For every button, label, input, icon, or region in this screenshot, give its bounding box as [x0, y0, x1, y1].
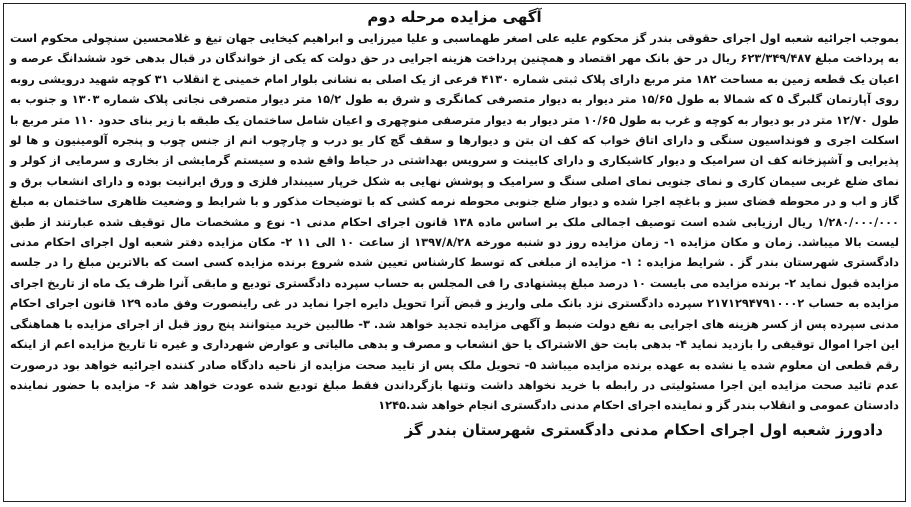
notice-signature: دادورز شعبه اول اجرای احکام مدنی دادگستری شهرستان بندر گز — [404, 420, 883, 439]
notice-title: آگهی مزایده مرحله دوم — [367, 8, 542, 26]
auction-notice — [3, 3, 906, 502]
notice-body: بموجب اجرائیه شعبه اول اجرای حقوقی بندر گز محکوم علیه علی اصغر طهماسبی و علیا میرزایی و ابراهیم کیخایی جهان تیغ و غلامحسین سنچولی محکوم است به پرداخت مبلغ ۶۲۳/۳۴۹/۴۸۷ ریال در حق بانک مهر اقتصاد و همچنین پرداخت هزینه اجرایی در حق دولت که یکی از خواندگان در قبال بدهی خود ششدانگ عرصه و اعیان یک قطعه زمین به مساحت ۱۸۲ متر مربع دارای پلاک ثبتی شماره ۴۱۳۰ فرعی از یک اصلی به نشانی بلوار امام خمینی خ انقلاب ۳۱ کوچه شهید درویشی روبه روی آپارتمان گلبرگ ۵ که شمالا به طول ۱۵/۶۵ متر دیوار به دیوار متصرفی کمانگری و شرق به طول ۱۵/۲ متر دیوار متصرفی نجاتی پلاک شماره ۱۳۰۳ و جنوب به طول ۱۲/۷۰ متر در بو دیوار به کوچه و غرب به طول ۱۰/۶۵ متر دیوار به دیوار مترصفی منوچهری و اعیان شامل ساختمان یک طبقه با زیر بنای حدود ۱۱۰ متر مربع با اسکلت اجری و فونداسیون سنگی و دارای اتاق خواب که کف ان بتن و دیوارها و سقف گچ کار یو درب و چارچوب انم از جنس چوب و پنجره آلومینیون و ها لو پذیرایی و آشپزخانه کف ان سرامیک و دیوار کاشیکاری و دارای کابینت و سرویس بهداشتی در حیاط واقع شده و سیستم گرمایشی از بخاری و سرمایی از کولر و نمای ضلع غربی سیمان کاری و نمای جنوبی نمای اصلی سنگ و سرامیک و پوشش نهایی به شکل خرپار سیبندار فلزی و ورق ایرانیت بوده و دارای انشعاب برق و گاز و اب و در محوطه فضای سبز و باغچه اجرا شده و دیوار ضلع جنوبی محوطه نرمه کشی که با توضیحات مذکور و با شرایط و وضعیت ظاهری ساختمان به مبلغ ۱/۲۸۰/۰۰۰/۰۰۰ ریال ارزیابی شده است توصیف اجمالی ملک بر اساس ماده ۱۳۸ قانون اجرای احکام مدنی ۱- نوع و مشخصات مال توقیف شده عبارتند از طبق لیست بالا میباشد. زمان و مکان مزایده ۱- زمان مزایده روز دو شنبه مورخه ۱۳۹۷/۸/۲۸ از ساعت ۱۰ الی ۱۱ ۲- مکان مزایده دفتر شعبه اول اجرای احکام مدنی دادگستری شهرستان بندر گز . شرایط مزایده : ۱- مزایده از مبلغی که توسط کارشناس تعیین شده شروع برنده مزایده کسی است که بالاترین مبلغ را در جلسه مزایده قبول نماید ۲- برنده مزایده می بایست ۱۰ درصد مبلغ پیشنهادی را فی المجلس به حساب سپرده دادگستری تودیع و مابقی آنرا ظرف یک ماه از تاریخ اجرای مزایده به حساب ۲۱۷۱۲۹۴۷۹۱۰۰۰۲ سپرده دادگستری نزد بانک ملی واریز و قبض آنرا تحویل دایره اجرا نماید در غی راینصورت وفق ماده ۱۲۹ قانون اجرای احکام مدنی سپرده پس از کسر هزینه های اجرایی به نفع دولت ضبط و آگهی مزایده تجدید خواهد شد. ۳- طالبین خرید میتوانند پنج روز قبل از اجرای مزایده با هماهنگی این اجرا اموال توقیفی را بازدید نماید ۴- بدهی بابت حق الاشتراک یا حق انشعاب و مصرف و بدهی مالیاتی و عوارض شهرداری و غیره تا تاریخ مزایده اعم از اینکه رقم قطعی ان معلوم شده یا نشده به عهده برنده مزایده میباشد ۵- تحویل ملک پس از تایید صحت مزایده از ناحیه دادگاه صادر کننده اجرائیه خواهد بود درصورت عدم تائید صحت مزایده این اجرا مسئولیتی در رابطه با خرید نخواهد داشت وتنها بازگرداندن فقط مبلغ تودیع شده عودت خواهد شد ۶- مزایده با حضور نماینده دادستان عمومی و انقلاب بندر گز و نماینده اجرای احکام مدنی دادگستری انجام خواهد شد.۱۲۴۵ — [10, 31, 900, 413]
